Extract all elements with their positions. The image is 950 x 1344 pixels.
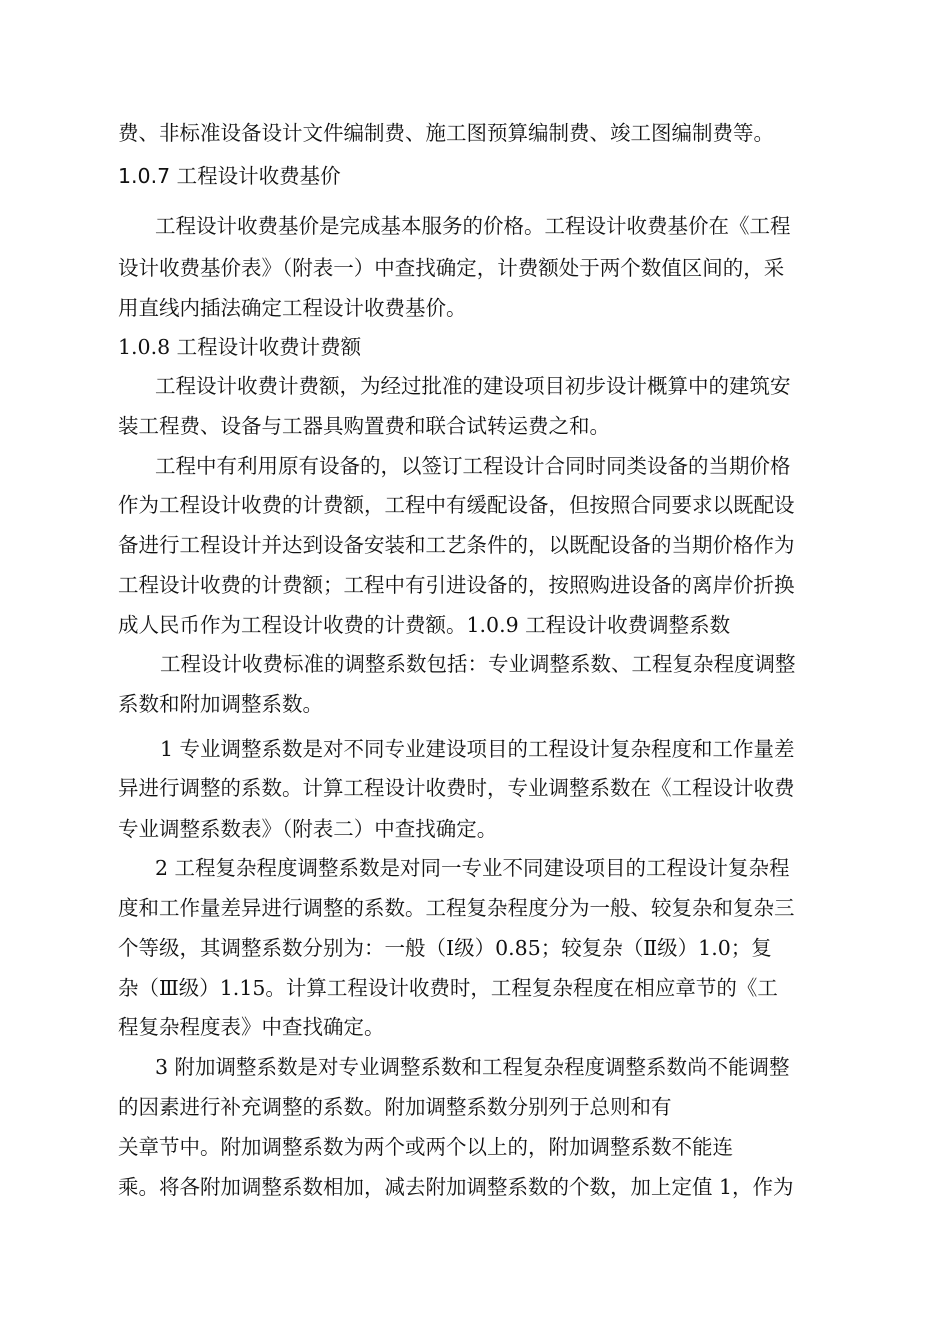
text-line: 乘。将各附加调整系数相加，减去附加调整系数的个数，加上定值 1，作为 [118,1175,794,1199]
section-heading: 1.0.7 工程设计收费基价 [118,164,341,188]
text-line: 作为工程设计收费的计费额，工程中有缓配设备，但按照合同要求以既配设 [118,493,795,517]
text-line: 1 专业调整系数是对不同专业建设项目的工程设计复杂程度和工作量差 [160,737,795,761]
text-line: 系数和附加调整系数。 [118,692,323,716]
text-line: 2 工程复杂程度调整系数是对同一专业不同建设项目的工程设计复杂程 [155,856,790,880]
text-line: 工程设计收费计费额，为经过批准的建设项目初步设计概算中的建筑安 [155,374,791,398]
text-line: 设计收费基价表》（附表一）中查找确定，计费额处于两个数值区间的，采 [118,256,785,280]
text-line: 度和工作量差异进行调整的系数。工程复杂程度分为一般、较复杂和复杂三 [118,896,795,920]
text-line: 3 附加调整系数是对专业调整系数和工程复杂程度调整系数尚不能调整 [155,1055,790,1079]
text-line: 装工程费、设备与工器具购置费和联合试转运费之和。 [118,414,610,438]
text-line: 成人民币作为工程设计收费的计费额。1.0.9 工程设计收费调整系数 [118,613,731,637]
text-line: 备进行工程设计并达到设备安装和工艺条件的，以既配设备的当期价格作为 [118,533,795,557]
text-line: 费、非标准设备设计文件编制费、施工图预算编制费、竣工图编制费等。 [118,121,774,145]
text-line: 杂（Ⅲ级）1.15。计算工程设计收费时，工程复杂程度在相应章节的《工 [118,976,778,1000]
text-line: 专业调整系数表》（附表二）中查找确定。 [118,817,498,841]
text-line: 工程设计收费的计费额；工程中有引进设备的，按照购进设备的离岸价折换 [118,573,795,597]
text-line: 异进行调整的系数。计算工程设计收费时，专业调整系数在《工程设计收费 [118,776,795,800]
text-line: 的因素进行补充调整的系数。附加调整系数分别列于总则和有 [118,1095,672,1119]
text-line: 个等级，其调整系数分别为：一般（Ⅰ级）0.85；较复杂（Ⅱ级）1.0；复 [118,936,772,960]
text-line: 程复杂程度表》中查找确定。 [118,1015,385,1039]
text-line: 工程中有利用原有设备的，以签订工程设计合同时同类设备的当期价格 [155,454,791,478]
text-line: 关章节中。附加调整系数为两个或两个以上的，附加调整系数不能连 [118,1135,733,1159]
text-line: 工程设计收费标准的调整系数包括：专业调整系数、工程复杂程度调整 [160,652,796,676]
text-line: 工程设计收费基价是完成基本服务的价格。工程设计收费基价在《工程 [155,214,791,238]
section-heading: 1.0.8 工程设计收费计费额 [118,335,362,359]
text-line: 用直线内插法确定工程设计收费基价。 [118,296,467,320]
